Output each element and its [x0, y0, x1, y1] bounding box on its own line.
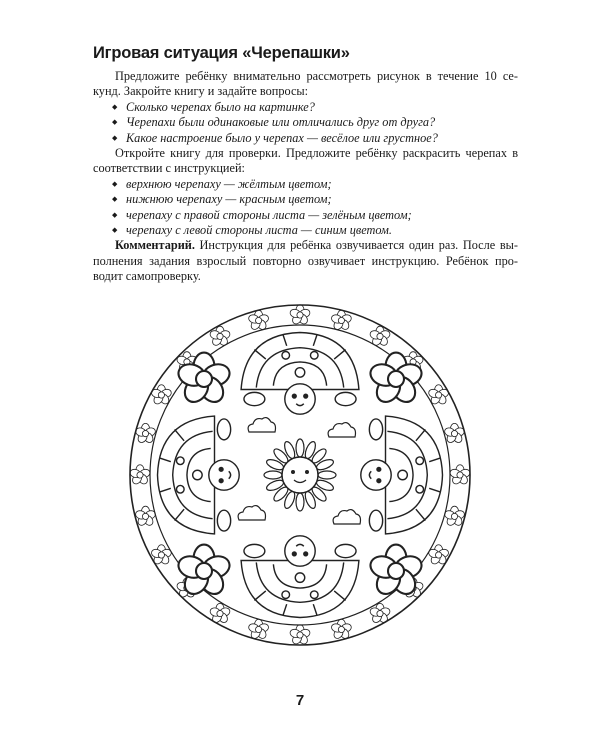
border-flower [330, 310, 352, 331]
comment-label: Комментарий. [115, 238, 195, 253]
border-flower [248, 310, 270, 331]
border-flower [129, 465, 151, 486]
coloring-task-item: ◆ нижнюю черепаху — красным цветом; [93, 192, 518, 207]
question-item: ◆ Сколько черепах было на картинке? [93, 100, 518, 115]
comment-text: Инструкция для ребёнка озвучивается один раз. После выполнения задания взрослый повторно озвучивает инструкцию. Ребёнок проводит самопроверку. [93, 238, 518, 284]
body-text [93, 69, 518, 285]
comment-paragraph [93, 238, 518, 284]
intro-paragraph: Предложите ребёнку внимательно рассмотреть рисунок в течение 10 секунд. Закройте книгу и задайте вопросы: [93, 69, 518, 99]
sun-ray [264, 471, 282, 479]
page-number: 7 [295, 692, 305, 709]
section-heading: Игровая ситуация «Черепашки» [93, 44, 350, 62]
border-flower [449, 465, 471, 486]
turtle-mandala-illustration [112, 287, 488, 663]
coloring-task-item: ◆ верхнюю черепаху — жёлтым цветом; [93, 177, 518, 192]
coloring-task-list [93, 177, 518, 239]
question-list [93, 100, 518, 146]
coloring-task-item: ◆ черепаху с правой стороны листа — зелёным цветом; [93, 208, 518, 223]
question-item: ◆ Черепахи были одинаковые или отличались друг от друга? [93, 115, 518, 130]
border-flower [289, 625, 311, 646]
instruction-paragraph: Откройте книгу для проверки. Предложите ребёнку раскрасить черепах в соответствии с инструкцией: [93, 146, 518, 176]
question-item: ◆ Какое настроение было у черепах — весёлое или грустное? [93, 131, 518, 146]
sun-ray [318, 471, 336, 479]
sun-ray [296, 493, 304, 511]
coloring-task-item: ◆ черепаху с левой стороны листа — синим цветом. [93, 223, 518, 238]
sun-ray [296, 439, 304, 457]
border-flower [289, 305, 311, 326]
